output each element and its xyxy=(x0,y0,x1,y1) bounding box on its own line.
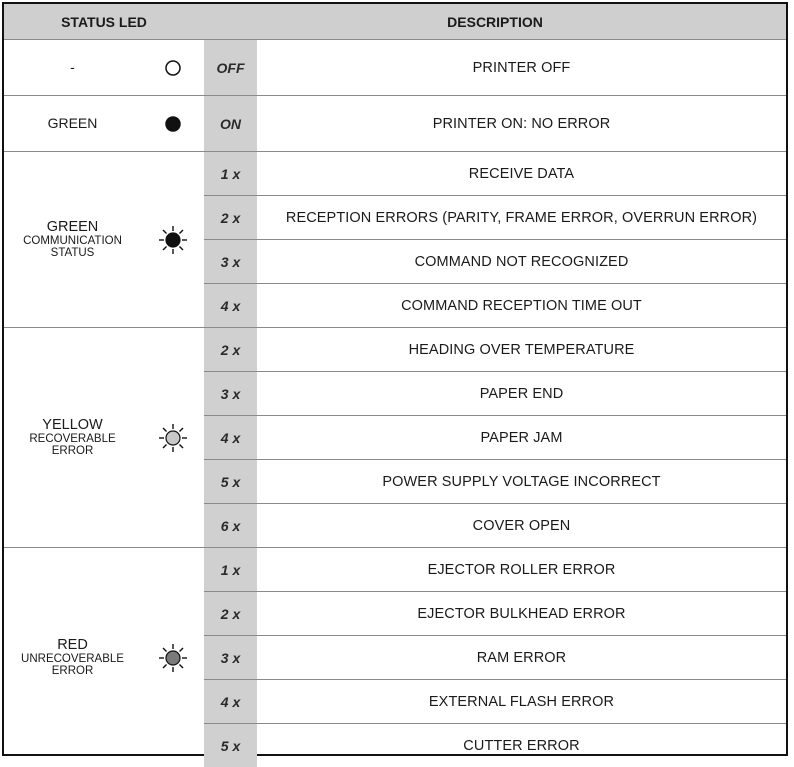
description-cell: EJECTOR BULKHEAD ERROR xyxy=(257,592,786,636)
led-off-icon xyxy=(141,40,204,96)
blink-code: 6 x xyxy=(204,504,257,548)
blink-code: 3 x xyxy=(204,372,257,416)
description-cell: COMMAND RECEPTION TIME OUT xyxy=(257,284,786,328)
table-row xyxy=(4,548,786,592)
table-row xyxy=(4,40,786,96)
blink-code: 2 x xyxy=(204,328,257,372)
description-cell: POWER SUPPLY VOLTAGE INCORRECT xyxy=(257,460,786,504)
blink-code: 3 x xyxy=(204,240,257,284)
description-cell: PAPER END xyxy=(257,372,786,416)
description-cell: PRINTER ON: NO ERROR xyxy=(257,96,786,152)
led-subtitle: COMMUNICATION xyxy=(4,235,141,247)
blink-code: 1 x xyxy=(204,548,257,592)
led-name: GREEN xyxy=(4,220,141,235)
led-name: YELLOW xyxy=(4,418,141,433)
blink-code: 5 x xyxy=(204,460,257,504)
led-group-red xyxy=(4,548,141,767)
led-blinking-green-icon xyxy=(141,152,204,328)
description-cell: HEADING OVER TEMPERATURE xyxy=(257,328,786,372)
description-cell: EXTERNAL FLASH ERROR xyxy=(257,680,786,724)
led-name: GREEN xyxy=(4,96,141,152)
description-cell: PRINTER OFF xyxy=(257,40,786,96)
description-cell: COMMAND NOT RECOGNIZED xyxy=(257,240,786,284)
description-cell: RECEPTION ERRORS (PARITY, FRAME ERROR, OVERRUN ERROR) xyxy=(257,196,786,240)
led-subtitle: ERROR xyxy=(4,665,141,677)
status-led-table xyxy=(4,4,786,767)
description-cell: RAM ERROR xyxy=(257,636,786,680)
led-subtitle: STATUS xyxy=(4,247,141,259)
blink-code: 1 x xyxy=(204,152,257,196)
header-description: DESCRIPTION xyxy=(204,4,786,40)
description-cell: COVER OPEN xyxy=(257,504,786,548)
table-row xyxy=(4,328,786,372)
description-cell: EJECTOR ROLLER ERROR xyxy=(257,548,786,592)
blink-code: 2 x xyxy=(204,592,257,636)
blink-code: OFF xyxy=(204,40,257,96)
led-subtitle: ERROR xyxy=(4,445,141,457)
led-subtitle: RECOVERABLE xyxy=(4,433,141,445)
table-row xyxy=(4,96,786,152)
blink-code: 3 x xyxy=(204,636,257,680)
led-blinking-yellow-icon xyxy=(141,328,204,548)
header-status-led: STATUS LED xyxy=(4,4,204,40)
blink-code: 4 x xyxy=(204,680,257,724)
led-group-yellow xyxy=(4,328,141,548)
blink-code: 4 x xyxy=(204,416,257,460)
description-cell: RECEIVE DATA xyxy=(257,152,786,196)
status-led-table-frame xyxy=(2,2,788,756)
blink-code: ON xyxy=(204,96,257,152)
led-subtitle: UNRECOVERABLE xyxy=(4,653,141,665)
description-cell: PAPER JAM xyxy=(257,416,786,460)
blink-code: 4 x xyxy=(204,284,257,328)
led-name: RED xyxy=(4,638,141,653)
description-cell: CUTTER ERROR xyxy=(257,724,786,767)
led-blinking-red-icon xyxy=(141,548,204,767)
led-name: - xyxy=(4,40,141,96)
blink-code: 2 x xyxy=(204,196,257,240)
table-row xyxy=(4,152,786,196)
led-on-icon xyxy=(141,96,204,152)
led-group-green xyxy=(4,152,141,328)
blink-code: 5 x xyxy=(204,724,257,767)
header-row xyxy=(4,4,786,40)
